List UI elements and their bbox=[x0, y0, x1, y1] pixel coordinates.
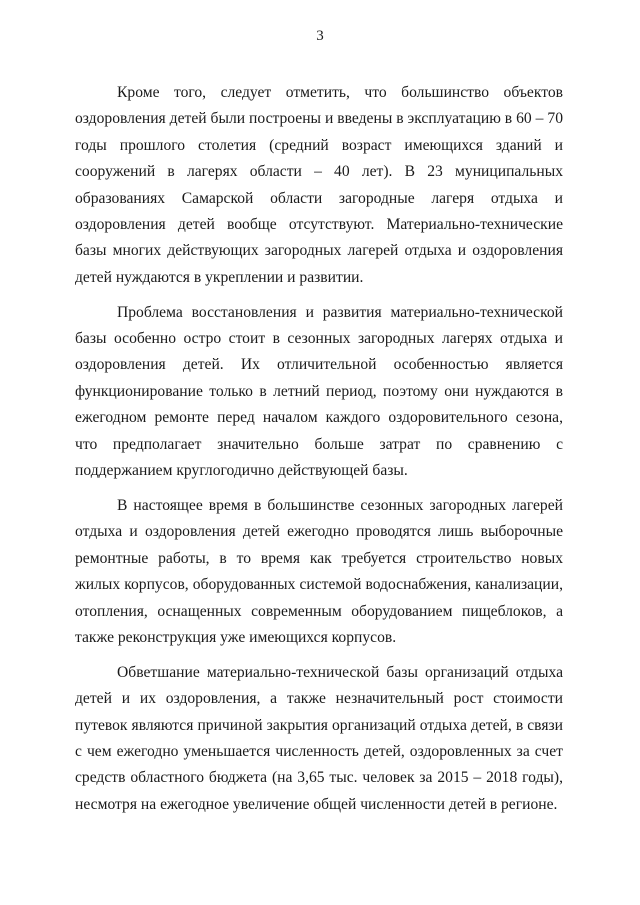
paragraph-4: Обветшание материально-технической базы организаций отдыха детей и их оздоровления, а также незначительный рост стоимости путевок являются причиной закрытия организаций отдыха детей, в связи с чем ежегодно уменьшается численность детей, оздоровленных за счет средств областного бюджета (на 3,65 тыс. человек за 2015 – 2018 годы), несмотря на ежегодное увеличение общей численности детей в регионе. bbox=[75, 663, 563, 813]
paragraph-1: Кроме того, следует отметить, что большинство объектов оздоровления детей были построены и введены в эксплуатацию в 60 – 70 годы прошлого столетия (средний возраст имеющихся зданий и сооружений в лагерях области – 40 лет). В 23 муниципальных образованиях Самарской области загородные лагеря отдыха и оздоровления детей вообще отсутствуют. Материально-технические базы многих действующих загородных лагерей отдыха и оздоровления детей нуждаются в укреплении и развитии. bbox=[75, 84, 563, 286]
paragraph-2: Проблема восстановления и развития материально-технической базы особенно остро стоит в сезонных загородных лагерях отдыха и оздоровления детей. Их отличительной особенностью является функционирование только в летний период, поэтому они нуждаются в ежегодном ремонте перед началом каждого оздоровительного сезона, что предполагает значительно больше затрат по сравнению с поддержанием круглогодично действующей базы. bbox=[75, 303, 563, 480]
paragraph-3: В настоящее время в большинстве сезонных загородных лагерей отдыха и оздоровления детей ежегодно проводятся лишь выборочные ремонтные работы, в то время как требуется строительство новых жилых корпусов, оборудованных системой водоснабжения, канализации, отопления, оснащенных современным оборудованием пищеблоков, а также реконструкция уже имеющихся корпусов. bbox=[75, 496, 563, 646]
page-number: 3 bbox=[316, 28, 324, 44]
body-text bbox=[75, 80, 563, 827]
